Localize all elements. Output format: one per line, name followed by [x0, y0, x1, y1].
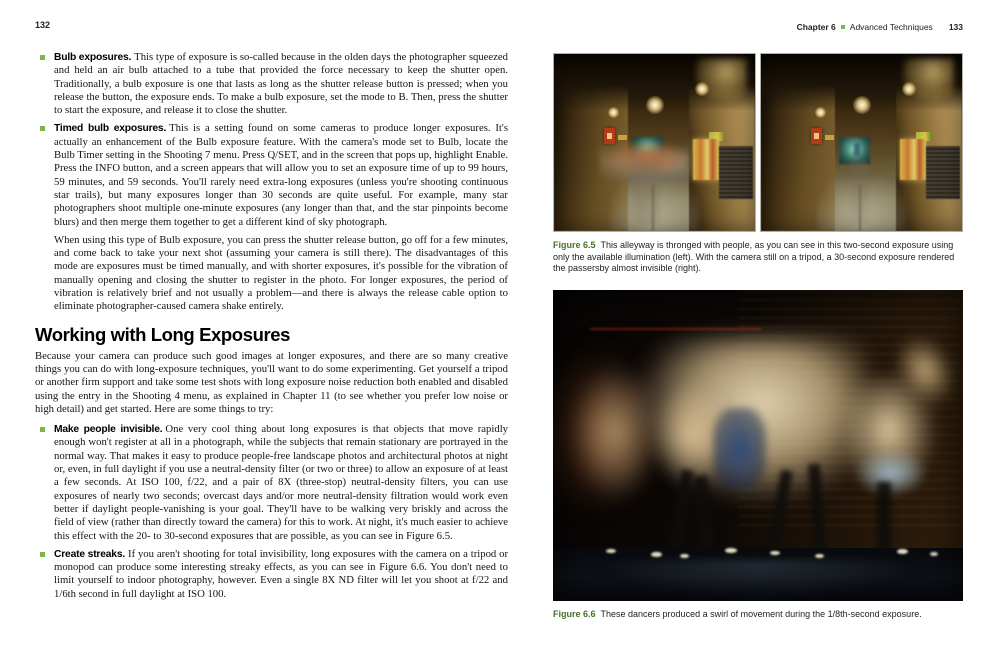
left-page-body: [35, 51, 508, 601]
bullet-text: If you aren't shooting for total invisibility, long exposures with the camera on a tripod or monopod can produce some interesting streaky effects, as you can see in Figure 6.6. You don't need to limit yourself to indoor photography, however. Even a single 8X ND filter will let you shoot at f/22 and 1/6th second in full daylight at ISO 100.: [54, 547, 509, 600]
bullet-square-icon: [40, 55, 45, 60]
chapter-label: Chapter 6: [796, 22, 836, 32]
bullet-text-block: [54, 51, 508, 117]
section-heading: Working with Long Exposures: [35, 323, 291, 345]
figure-6-5-caption-text: This alleyway is thronged with people, as you can see in this two-second exposure using only the available illumination (left). With the camera still on a tripod, a 30-second exposure rendered the passersby almost invisible (right).: [553, 240, 955, 273]
bullet-lead: Bulb exposures.: [54, 52, 132, 63]
bullet-square-icon: [40, 552, 45, 557]
figure-6-5-photos: [553, 53, 963, 232]
section-label: Advanced Techniques: [849, 22, 933, 32]
bullet-square-icon: [40, 126, 45, 131]
bullet-timed-bulb-exposures: [35, 122, 508, 228]
figure-6-6-caption: [553, 609, 963, 621]
running-head: [797, 22, 963, 32]
section-intro-paragraph: Because your camera can produce such good images at longer exposures, and there are so many creative things you can do with long-exposure techniques, you'll want to do some experimenting. Get yourself a tripod or another firm support and take some test shots with long exposure noise reduction both enabled and disabled using the entry in the Shooting 4 menu, as explained in Chapter 11 (to see whether you prefer low noise or high detail) and get started. Here are some things to try:: [35, 349, 508, 415]
left-page: [35, 20, 508, 606]
bullet-text-block: [54, 548, 508, 601]
bullet-text: One very cool thing about long exposures is that objects that move rapidly enough won't register at all in a photograph, while the subjects that remain stationary are portrayed in the normal way. That makes it easy to produce people-free landscape photos and architectural photos at night or, even, in full daylight if you use a neutral-density filter (or two or three) to allow an exposure of at least a few seconds. At ISO 100, f/22, and a pair of 8X (three-stop) neutral-density filters, you can use exposures of nearly two seconds; overcast days and/or more neutral-density filtration would work even better if daylight people-vanishing is your goal. They'll have to be walking very briskly and across the field of view (rather than directly toward the camera) for this to work. At night, it's much easier to achieve this effect with the 20- to 30-second exposures that are possible, as you can see in Figure 6.5.: [54, 423, 509, 542]
bullet-text: This is a setting found on some cameras to produce longer exposures. It's actually an enhancement of the Bulb exposure feature. With the camera's mode set to Bulb, locate the Bulb Timer setting in the Shooting 7 menu. Press Q/SET, and in the screen that pops up, highlight Enable. Press the INFO button, and a screen appears that will allow you to set an exposure time of up to 99 hours, 59 minutes, and 59 seconds. You'll rarely need extra-long exposures (unless you're shooting continuous star trails), but many exposures longer than 30 seconds are quite useful. For example, many star photographers shoot multiple one-minute exposures (any longer than that, and the star pinpoints become blurs) and then merge them together to get a different kind of sky photograph.: [54, 122, 508, 228]
figure-6-5-label: Figure 6.5: [553, 240, 596, 250]
figure-6-6-caption-text: These dancers produced a swirl of movement during the 1/8th-second exposure.: [600, 608, 922, 619]
figure-6-5-photo-left: [553, 53, 756, 232]
page-number-left: 132: [35, 20, 51, 30]
figure-6-6-photo: [553, 290, 963, 601]
figure-6-5-caption: [553, 240, 963, 275]
bullet-make-people-invisible: [35, 423, 508, 543]
bullet-lead: Make people invisible.: [54, 424, 163, 436]
bullet-bulb-exposures: [35, 51, 508, 117]
bullet-create-streaks: [35, 548, 508, 601]
bullet-lead: Timed bulb exposures.: [54, 123, 167, 135]
right-page: [553, 20, 963, 620]
bullet-square-icon: [40, 427, 45, 432]
bullet-text-block: [54, 122, 508, 228]
figure-6-6-label: Figure 6.6: [553, 608, 596, 619]
bullet-lead: Create streaks.: [54, 548, 126, 560]
bullet-text: This type of exposure is so-called because in the olden days the photographer squeezed and held an air bulb attached to a tube that provided the force necessary to keep the shutter open. Traditionally, a bulb exposure is one that lasts as long as the shutter release button is pressed; when you release the button, the exposure ends. To make a bulb exposure, set the mode to B. Then, press the shutter to start the exposure, and release it to close the shutter.: [54, 51, 508, 117]
continuation-paragraph: When using this type of Bulb exposure, you can press the shutter release button, go off for a few minutes, and come back to take your next shot (assuming your camera is still there). The disadvantages of this mode are exposures must be timed manually, and with shorter exposures, it's possible for the vibration of manually opening and closing the shutter to register in the photo. For longer exposures, the period of vibration is relatively brief and not usually a problem—and there is always the release cable option to eliminate photographer-caused camera shake entirely.: [54, 233, 508, 313]
header-square-icon: [841, 25, 845, 29]
page-number-right: 133: [948, 22, 963, 32]
bullet-text-block: [54, 423, 508, 543]
figure-6-5-photo-right: [760, 53, 963, 232]
